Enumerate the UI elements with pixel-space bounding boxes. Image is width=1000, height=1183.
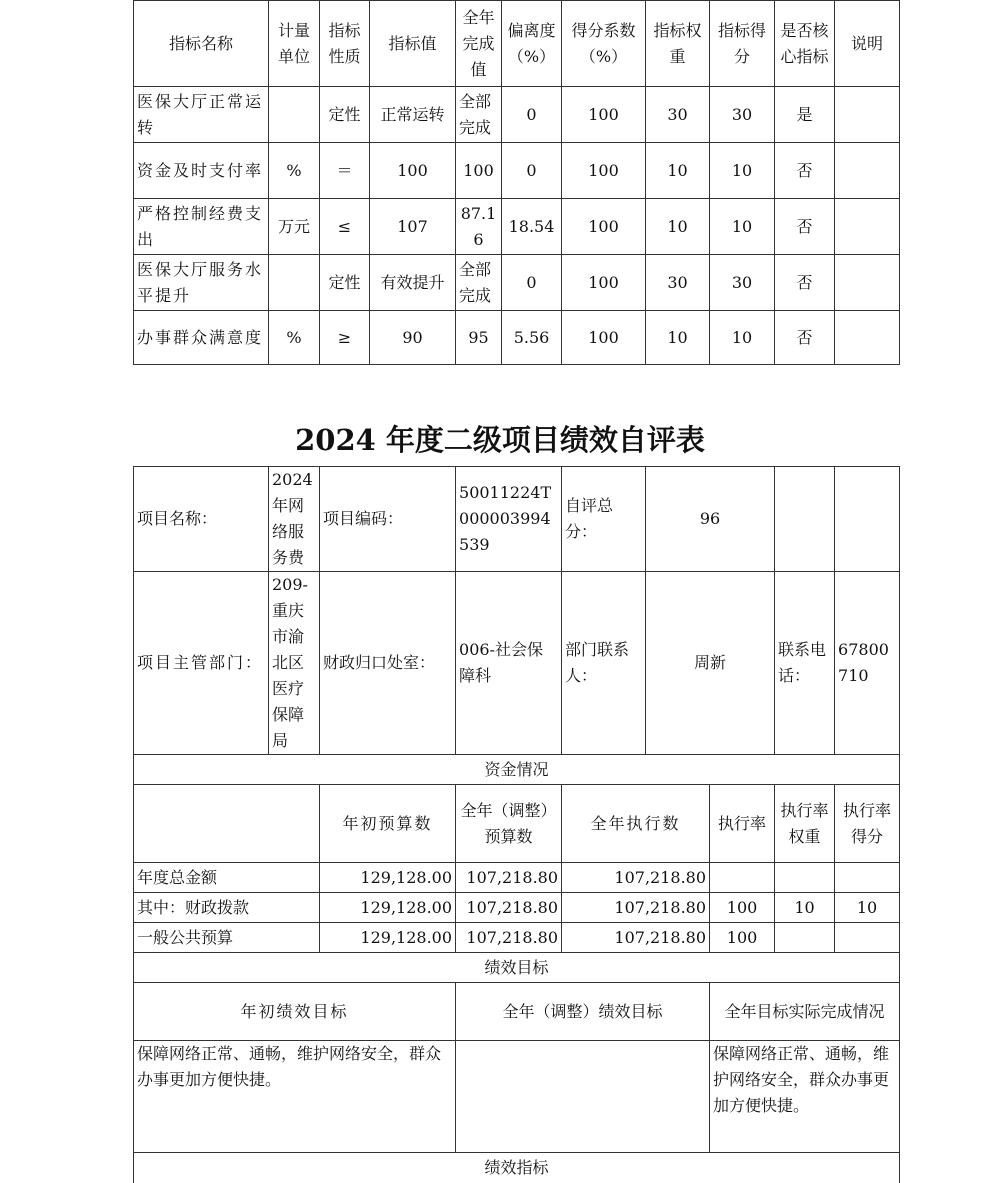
- header-cell: 偏离度（%）: [502, 1, 562, 87]
- project-name-value: 2024 年网络服务费: [269, 467, 320, 572]
- funds-cell: 107,218.80: [456, 893, 562, 923]
- project-info-row: [134, 467, 900, 572]
- table-cell: 100: [562, 87, 646, 143]
- funds-header-cell: 执行率权重: [775, 785, 835, 863]
- table-row: [134, 311, 900, 365]
- page-title: 2024 年度二级项目绩效自评表: [295, 423, 705, 457]
- table-cell: 否: [775, 255, 835, 311]
- funds-header-cell: 年初预算数: [320, 785, 456, 863]
- table-cell: ≥: [320, 311, 370, 365]
- funds-cell: 107,218.80: [562, 863, 710, 893]
- table-cell: [835, 87, 900, 143]
- funds-cell: 107,218.80: [562, 893, 710, 923]
- table-cell: 30: [646, 87, 710, 143]
- phone-label: 联系电话：: [775, 572, 835, 755]
- initial-goal-text: 保障网络正常、通畅，维护网络安全，群众办事更加方便快捷。: [134, 1041, 456, 1153]
- header-cell: 是否核心指标: [775, 1, 835, 87]
- goals-section-heading: 绩效目标: [134, 953, 900, 983]
- funds-cell: 100: [710, 893, 775, 923]
- section-heading-row: [134, 1153, 900, 1183]
- header-cell: 计量单位: [269, 1, 320, 87]
- funds-row: [134, 863, 900, 893]
- funds-cell: 129,128.00: [320, 893, 456, 923]
- table-cell: 90: [370, 311, 456, 365]
- funds-header-cell: 全年（调整）预算数: [456, 785, 562, 863]
- table-cell: 10: [710, 311, 775, 365]
- table-cell: 30: [646, 255, 710, 311]
- header-cell: 全年完成值: [456, 1, 502, 87]
- table-cell: 定性: [320, 255, 370, 311]
- funds-cell: 107,218.80: [456, 923, 562, 953]
- table-cell: 10: [646, 143, 710, 199]
- funds-cell: [775, 863, 835, 893]
- table-row: [134, 199, 900, 255]
- table-cell: 0: [502, 255, 562, 311]
- funds-cell: 100: [710, 923, 775, 953]
- table-cell: 0: [502, 87, 562, 143]
- goals-header-cell: 年初绩效目标: [134, 983, 456, 1041]
- actual-completion-text: 保障网络正常、通畅，维护网络安全，群众办事更加方便快捷。: [710, 1041, 900, 1153]
- table-row: [134, 87, 900, 143]
- adjusted-goal-text: [456, 1041, 710, 1153]
- office-value: 006-社会保障科: [456, 572, 562, 755]
- table-cell: 107: [370, 199, 456, 255]
- self-score-label: 自评总分：: [562, 467, 646, 572]
- header-cell: 得分系数（%）: [562, 1, 646, 87]
- header-cell: 指标权重: [646, 1, 710, 87]
- funds-cell: [835, 863, 900, 893]
- goals-header-row: [134, 983, 900, 1041]
- table-cell: 办事群众满意度: [134, 311, 269, 365]
- table-cell: 否: [775, 143, 835, 199]
- table-cell: 10: [646, 311, 710, 365]
- contact-label: 部门联系人：: [562, 572, 646, 755]
- funds-header-cell: 全年执行数: [562, 785, 710, 863]
- table-cell: 100: [562, 255, 646, 311]
- funds-cell: 129,128.00: [320, 863, 456, 893]
- table-cell: 18.54: [502, 199, 562, 255]
- table-cell: 医保大厅正常运转: [134, 87, 269, 143]
- table-cell: %: [269, 143, 320, 199]
- funds-cell: 其中：财政拨款: [134, 893, 320, 923]
- contact-value: 周新: [646, 572, 775, 755]
- goals-header-cell: 全年（调整）绩效目标: [456, 983, 710, 1041]
- table-cell: ≤: [320, 199, 370, 255]
- header-cell: 指标性质: [320, 1, 370, 87]
- table-cell: 100: [456, 143, 502, 199]
- table-cell: ＝: [320, 143, 370, 199]
- table-cell: 10: [646, 199, 710, 255]
- table-cell: 是: [775, 87, 835, 143]
- table-cell: 87.16: [456, 199, 502, 255]
- table-cell: 10: [710, 143, 775, 199]
- table-row: [134, 143, 900, 199]
- funds-header-cell: 执行率得分: [835, 785, 900, 863]
- funds-cell: [775, 923, 835, 953]
- project-info-row: [134, 572, 900, 755]
- header-cell: 指标得分: [710, 1, 775, 87]
- section-heading-row: [134, 953, 900, 983]
- table-cell: 资金及时支付率: [134, 143, 269, 199]
- funds-row: [134, 893, 900, 923]
- funds-section-heading: 资金情况: [134, 755, 900, 785]
- project-code-value: 50011224T000003994539: [456, 467, 562, 572]
- header-cell: 指标名称: [134, 1, 269, 87]
- funds-cell: 年度总金额: [134, 863, 320, 893]
- table-cell: 30: [710, 255, 775, 311]
- funds-header-row: [134, 785, 900, 863]
- table-cell: 30: [710, 87, 775, 143]
- funds-cell: [710, 863, 775, 893]
- table-cell: [835, 255, 900, 311]
- section-heading-row: [134, 755, 900, 785]
- table-cell: 否: [775, 199, 835, 255]
- funds-cell: 107,218.80: [456, 863, 562, 893]
- table-cell: 正常运转: [370, 87, 456, 143]
- table-cell: 0: [502, 143, 562, 199]
- table-cell: [835, 311, 900, 365]
- goals-content-row: [134, 1041, 900, 1153]
- funds-cell: 一般公共预算: [134, 923, 320, 953]
- table-cell: %: [269, 311, 320, 365]
- self-evaluation-table: [133, 466, 900, 1183]
- self-score-value: 96: [646, 467, 775, 572]
- table-row: [134, 255, 900, 311]
- indicator-table: [133, 0, 900, 365]
- funds-cell: 10: [835, 893, 900, 923]
- empty-cell: [775, 467, 835, 572]
- table-cell: 10: [710, 199, 775, 255]
- table-cell: 100: [370, 143, 456, 199]
- header-cell: 指标值: [370, 1, 456, 87]
- table-cell: 严格控制经费支出: [134, 199, 269, 255]
- funds-header-cell: [134, 785, 320, 863]
- table-cell: [269, 87, 320, 143]
- table-cell: 95: [456, 311, 502, 365]
- dept-value: 209-重庆市渝北区医疗保障局: [269, 572, 320, 755]
- indicator-header-row: [134, 1, 900, 87]
- funds-cell: 10: [775, 893, 835, 923]
- table-cell: 5.56: [502, 311, 562, 365]
- project-name-label: 项目名称：: [134, 467, 269, 572]
- phone-value: 67800710: [835, 572, 900, 755]
- funds-header-cell: 执行率: [710, 785, 775, 863]
- table-cell: [835, 143, 900, 199]
- office-label: 财政归口处室：: [320, 572, 456, 755]
- dept-label: 项目主管部门：: [134, 572, 269, 755]
- table-cell: 定性: [320, 87, 370, 143]
- header-cell: 说明: [835, 1, 900, 87]
- project-code-label: 项目编码：: [320, 467, 456, 572]
- table-cell: 100: [562, 143, 646, 199]
- goals-header-cell: 全年目标实际完成情况: [710, 983, 900, 1041]
- table-cell: 100: [562, 199, 646, 255]
- table-cell: [269, 255, 320, 311]
- table-cell: 100: [562, 311, 646, 365]
- table-cell: 万元: [269, 199, 320, 255]
- funds-cell: [835, 923, 900, 953]
- funds-cell: 107,218.80: [562, 923, 710, 953]
- funds-cell: 129,128.00: [320, 923, 456, 953]
- table-cell: 医保大厅服务水平提升: [134, 255, 269, 311]
- table-cell: 全部完成: [456, 255, 502, 311]
- table-cell: 否: [775, 311, 835, 365]
- table-cell: 全部完成: [456, 87, 502, 143]
- empty-cell: [835, 467, 900, 572]
- indicators-section-heading: 绩效指标: [134, 1153, 900, 1183]
- table-cell: 有效提升: [370, 255, 456, 311]
- table-cell: [835, 199, 900, 255]
- funds-row: [134, 923, 900, 953]
